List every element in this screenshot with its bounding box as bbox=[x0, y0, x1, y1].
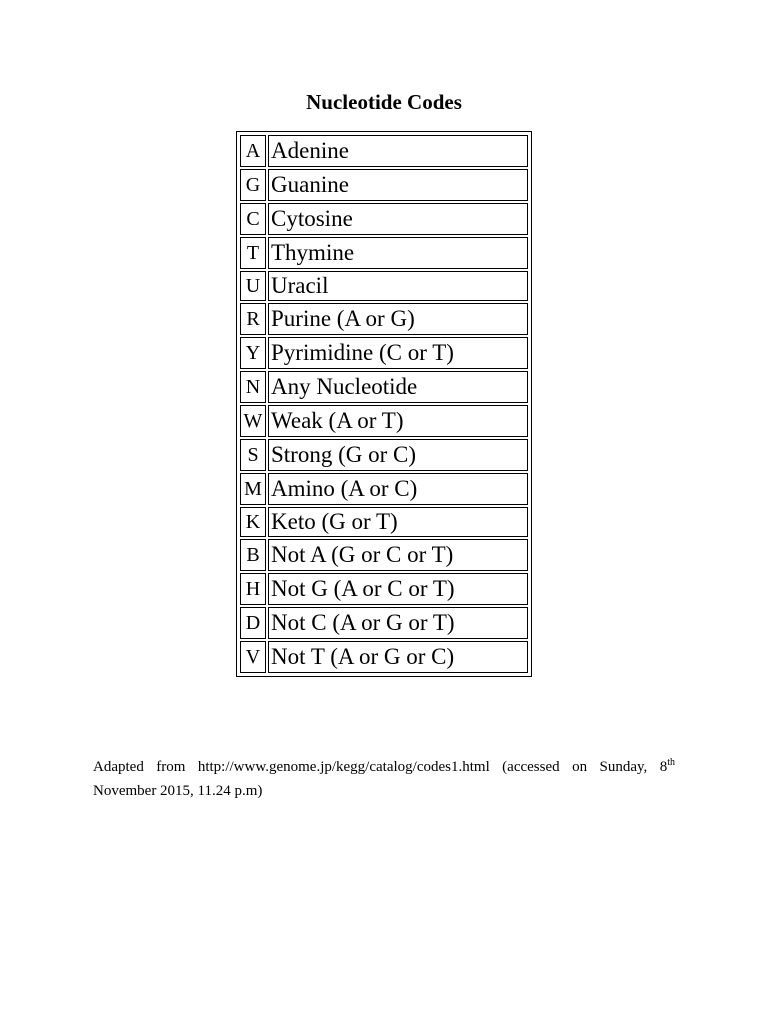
table-row bbox=[240, 439, 528, 471]
name-cell: Amino (A or C) bbox=[268, 473, 528, 505]
code-cell: D bbox=[240, 607, 266, 639]
name-cell: Strong (G or C) bbox=[268, 439, 528, 471]
name-cell: Thymine bbox=[268, 237, 528, 269]
table-row bbox=[240, 371, 528, 403]
code-cell: Y bbox=[240, 337, 266, 369]
table-row bbox=[240, 271, 528, 301]
name-cell: Not G (A or C or T) bbox=[268, 573, 528, 605]
code-cell: G bbox=[240, 169, 266, 201]
name-cell: Uracil bbox=[268, 271, 528, 301]
code-cell: R bbox=[240, 303, 266, 335]
page-title: Nucleotide Codes bbox=[306, 90, 462, 114]
code-cell: K bbox=[240, 507, 266, 537]
name-cell: Cytosine bbox=[268, 203, 528, 235]
table-row bbox=[240, 473, 528, 505]
table-row bbox=[240, 337, 528, 369]
name-cell: Purine (A or G) bbox=[268, 303, 528, 335]
table-row bbox=[240, 303, 528, 335]
citation-text-end: November 2015, 11.24 p.m) bbox=[93, 783, 263, 799]
name-cell: Guanine bbox=[268, 169, 528, 201]
citation-text: Adapted from http://www.genome.jp/kegg/catalog/codes1.html (accessed on Sunday, 8 bbox=[93, 759, 668, 775]
name-cell: Adenine bbox=[268, 135, 528, 167]
code-cell: N bbox=[240, 371, 266, 403]
code-cell: T bbox=[240, 237, 266, 269]
table-row bbox=[240, 607, 528, 639]
citation-superscript: th bbox=[667, 757, 675, 768]
name-cell: Pyrimidine (C or T) bbox=[268, 337, 528, 369]
code-cell: W bbox=[240, 405, 266, 437]
name-cell: Keto (G or T) bbox=[268, 507, 528, 537]
name-cell: Any Nucleotide bbox=[268, 371, 528, 403]
code-cell: B bbox=[240, 539, 266, 571]
name-cell: Weak (A or T) bbox=[268, 405, 528, 437]
name-cell: Not T (A or G or C) bbox=[268, 641, 528, 673]
name-cell: Not A (G or C or T) bbox=[268, 539, 528, 571]
nucleotide-codes-table bbox=[236, 131, 532, 677]
table-row bbox=[240, 573, 528, 605]
table-row bbox=[240, 539, 528, 571]
table-row bbox=[240, 135, 528, 167]
table-row bbox=[240, 405, 528, 437]
name-cell: Not C (A or G or T) bbox=[268, 607, 528, 639]
table-row bbox=[240, 237, 528, 269]
codes-table-grid bbox=[238, 133, 530, 675]
code-cell: A bbox=[240, 135, 266, 167]
table-row bbox=[240, 507, 528, 537]
code-cell: M bbox=[240, 473, 266, 505]
code-cell: S bbox=[240, 439, 266, 471]
code-cell: H bbox=[240, 573, 266, 605]
code-cell: U bbox=[240, 271, 266, 301]
table-row bbox=[240, 203, 528, 235]
table-row bbox=[240, 169, 528, 201]
citation-paragraph bbox=[93, 755, 675, 803]
code-cell: C bbox=[240, 203, 266, 235]
code-cell: V bbox=[240, 641, 266, 673]
table-row bbox=[240, 641, 528, 673]
